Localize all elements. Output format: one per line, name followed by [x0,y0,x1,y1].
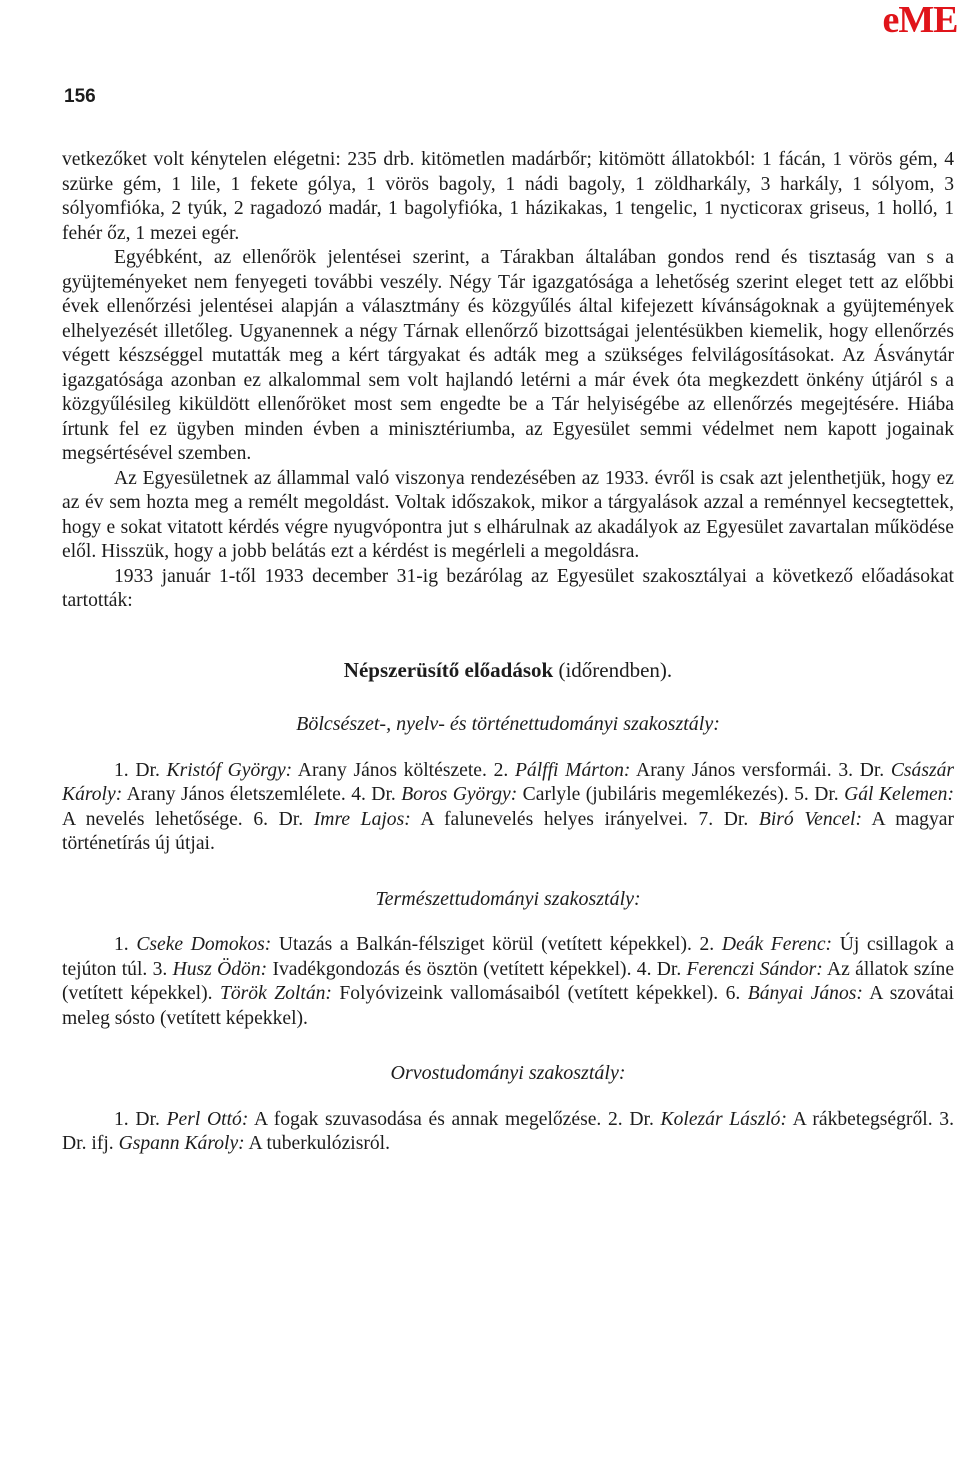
lecture-title: Ivadékgondozás és ösztön (vetített képekkel). [267,958,637,980]
lecture-number: 4. Dr. [351,784,402,805]
lecture-title: Arany János költészete. [292,759,494,781]
section-title: Természettudományi szakosztály: [375,887,641,910]
lecture-title: A magyar történetírás új útjai. [62,808,955,854]
lecture-title: A fogak szuvasodása és annak megelőzése. [248,1108,608,1130]
lecturer-name: Kolezár László: [660,1108,787,1130]
lecturer-name: Biró Vencel: [758,808,862,830]
lecture-number: 3. [152,958,173,980]
lecturer-name: Gál Kelemen: [844,784,954,805]
paragraph: 1933 január 1-től 1933 december 31-ig bezárólag az Egyesület szakosztályai a következő előadásokat tartották: [62,565,954,611]
paragraph: vetkezőket volt kénytelen elégetni: 235 drb. kitömetlen madárbőr; kitömött állatokból: 1 fácán, 1 vörös gém, 4 szürke gém, 1 lile, 1 fekete gólya, 1 vörös bagoly, 1 nádi bagoly, 1 zöldharkály, 3 harkály, 1 sólyom, 3 sólyomfióka, 2 tyúk, 2 ragadozó madár, 1 bagolyfióka, 1 házikakas, 1 tengelic, 1 nycticorax griseus, 1 holló, 1 fehér őz, 1 mezei egér. [62,149,954,244]
lecture-title: A tuberkulózisról. [244,1133,391,1154]
publisher-logo: eME [882,0,958,41]
lecture-number: 2. [493,759,515,781]
lecture-number: 7. Dr. [698,808,759,830]
lecture-number: 3. Dr. ifj. [62,1108,954,1154]
heading-bold: Népszerüsítő előadások [343,657,554,682]
heading-note: (időrendben). [553,657,673,682]
lecturer-name: Imre Lajos: [313,808,411,830]
lectures-heading [62,658,954,683]
paragraph: Az Egyesületnek az állammal való viszonya rendezésében az 1933. évről is csak azt jelenthetjük, hogy ez az év sem hozta meg a remélt megoldást. Voltak időszakok, mikor a tárgyalások azzal a reménnyel kecsegtettek, hogy e sokat vitatott kérdés végre nyugvópontra jut s elhárulnak az akadályok az Egyesület zavartalan működése elől. Hisszük, hogy a jobb belátás ezt a kérdést is megérleli a megoldásra. [62,467,954,562]
lecture-title: Carlyle (jubiláris megemlékezés). [517,784,795,805]
page-number: 156 [64,86,96,107]
lecture-number: 3. Dr. [838,759,891,781]
lecturer-name: Gspann Károly: [118,1133,245,1154]
lecture-list [62,1108,954,1157]
lecturer-name: Bányai János: [747,983,863,1004]
lecture-number: 4. Dr. [636,958,687,980]
lecture-number: 1. [114,934,137,955]
lecture-number: 1. Dr. [114,1108,167,1130]
lecture-title: Utazás a Balkán-félsziget körül (vetített képekkel). [271,934,700,955]
lecture-title: A szovátai meleg sósto (vetített képekkel). [62,983,954,1029]
lecture-title: Új csillagok a tejúton túl. [62,934,954,980]
lecture-number: 2. Dr. [607,1108,661,1130]
lecture-number: 6. Dr. [253,808,314,830]
lecture-list [62,759,954,857]
lecturer-name: Perl Ottó: [166,1108,249,1130]
lecture-title: Az állatok színe (vetített képekkel). [62,958,955,1004]
lecture-title: Arany János életszemlélete. [122,784,352,805]
lecturer-name: Cseke Domokos: [136,934,272,955]
lecturer-name: Kristóf György: [166,759,293,781]
lecture-title: A rákbetegségről. [787,1108,940,1130]
lecture-number: 1. Dr. [114,759,167,781]
paragraph: Egyébként, az ellenőrök jelentései szerint, a Tárakban általában gondos rend és tisztaság van s a gyüjteményeket nem fenyegeti további veszély. Négy Tár igazgatósága a lehetőség szerint eleget tett az előbbi évek ellenőrzési jelentései alapján a választmány és közgyűlés által kifejezett kívánságoknak a gyüjtemények elhelyezését illetőleg. Ugyanennek a négy Tárnak ellenőrző bizottságai jelentésükben kiemelik, hogy ellenőrzés végett készséggel mutatták meg a kért tárgyakat és adták meg a szükséges felvilágosításokat. Az Ásványtár igazgatósága azonban ez alkalommal sem volt hajlandó letérni a már évek óta megkezdett önkény útjáról s a közgyűlésileg kiküldött ellenőröket most sem engedte be a Tár helyiségébe az ellenőrzés megejtésére. Hiába írtunk fel ez ügyben minden évben a minisztériumba, az Egyesület semmi védelmet nem kapott jogainak megsértésével szemben. [62,247,954,464]
lecturer-name: Török Zoltán: [219,983,332,1004]
lecture-title: Folyóvizeink vallomásaiból (vetített képekkel). [331,983,726,1004]
lecture-number: 5. Dr. [794,784,845,805]
lecturer-name: Boros György: [401,784,518,805]
page-body [62,148,954,1157]
section-title: Bölcsészet-, nyelv- és történettudományi szakosztály: [296,713,720,735]
lecturer-name: Husz Ödön: [172,958,268,980]
lecturer-name: Császár Károly: [62,759,955,805]
lecture-list [62,933,954,1031]
lecture-number: 2. [699,934,722,955]
section-title: Orvostudományi szakosztály: [390,1062,626,1084]
lecture-number: 6. [725,983,748,1004]
lecturer-name: Pálffi Márton: [514,759,631,781]
lecturer-name: Deák Ferenc: [721,934,833,955]
lecture-title: A nevelés lehetősége. [62,808,254,830]
lecture-title: Arany János versformái. [630,759,839,781]
lecture-title: A falunevelés helyes irányelvei. [410,808,699,830]
lecturer-name: Ferenczi Sándor: [686,958,823,980]
